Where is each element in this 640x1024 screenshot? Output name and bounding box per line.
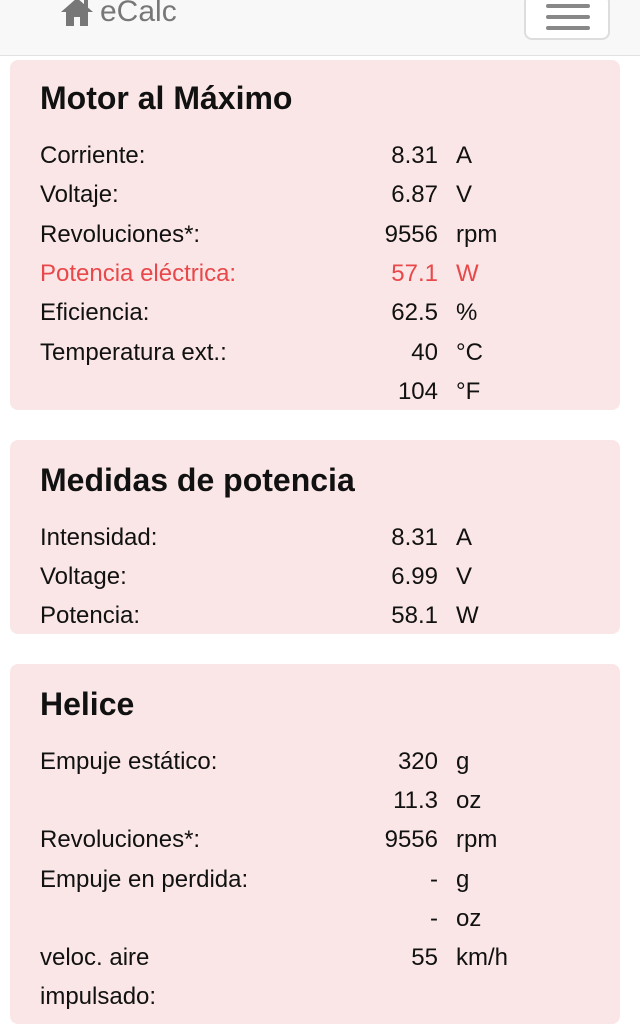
row-unit: A [456,524,473,551]
row-unit: km/h [456,944,509,971]
row-label: Voltaje: [40,181,119,208]
row-label: Revoluciones*: [40,826,201,853]
brand-name: eCalc [100,0,177,28]
helice-row-stall-thrust-oz [10,900,620,938]
row-value: 8.31 [391,142,438,169]
motor-row-voltage [10,176,620,214]
row-label: Voltage: [40,563,127,590]
hamburger-menu-icon-bar [546,15,590,19]
row-label: veloc. aire [40,944,150,971]
row-label: Revoluciones*: [40,221,201,248]
row-label: Intensidad: [40,524,158,551]
row-value: 57.1 [391,260,438,287]
row-unit: rpm [456,221,498,248]
hamburger-menu-icon [546,4,590,8]
row-value: 9556 [384,826,438,853]
row-unit: W [456,602,479,629]
row-label: Corriente: [40,142,146,169]
helice-row-rpm [10,821,620,859]
navbar [0,0,640,56]
row-unit: W [456,260,479,287]
motor-row-electric-power [10,255,620,293]
row-label: Temperatura ext.: [40,339,227,366]
row-value: 104 [397,378,438,405]
row-value: - [430,905,438,932]
row-label: Potencia eléctrica: [40,260,237,287]
row-unit: V [456,563,473,590]
motor-row-current [10,137,620,175]
home-icon [60,0,94,27]
row-unit: A [456,142,473,169]
row-value: 8.31 [391,524,438,551]
row-unit: °F [456,378,481,405]
row-unit: g [456,866,470,893]
row-unit: oz [456,905,482,932]
helice-row-static-thrust-g [10,743,620,781]
row-value: 40 [411,339,438,366]
medidas-panel [10,440,620,634]
row-label: impulsado: [40,983,157,1010]
row-unit: V [456,181,473,208]
helice-row-static-thrust-oz [10,782,620,820]
medidas-row-voltage [10,558,620,596]
motor-panel [10,60,620,410]
helice-row-airspeed-cont [10,978,620,1016]
row-value: 62.5 [391,299,438,326]
row-unit: oz [456,787,482,814]
row-value: 320 [397,748,438,775]
row-value: - [430,866,438,893]
motor-panel-title: Motor al Máximo [40,80,293,116]
medidas-panel-title: Medidas de potencia [40,462,355,498]
row-value: 9556 [384,221,438,248]
helice-row-airspeed [10,939,620,977]
motor-row-temperature-c [10,334,620,372]
row-label: Empuje en perdida: [40,866,249,893]
medidas-row-intensity [10,519,620,557]
row-value: 58.1 [391,602,438,629]
row-value: 6.87 [391,181,438,208]
row-unit: °C [456,339,483,366]
row-unit: g [456,748,470,775]
row-unit: % [456,299,478,326]
helice-panel-title: Helice [40,686,135,722]
row-value: 11.3 [393,787,438,814]
row-value: 55 [411,944,438,971]
helice-panel [10,664,620,1024]
helice-row-stall-thrust-g [10,861,620,899]
motor-row-temperature-f [10,373,620,411]
row-unit: rpm [456,826,498,853]
row-label: Potencia: [40,602,141,629]
menu-toggle-button[interactable] [524,0,610,40]
motor-row-efficiency [10,294,620,332]
row-label: Eficiencia: [40,299,150,326]
hamburger-menu-icon-bar [546,26,590,30]
row-value: 6.99 [391,563,438,590]
motor-row-rpm [10,216,620,254]
brand-link[interactable] [60,0,177,30]
medidas-row-power [10,597,620,635]
row-label: Empuje estático: [40,748,218,775]
